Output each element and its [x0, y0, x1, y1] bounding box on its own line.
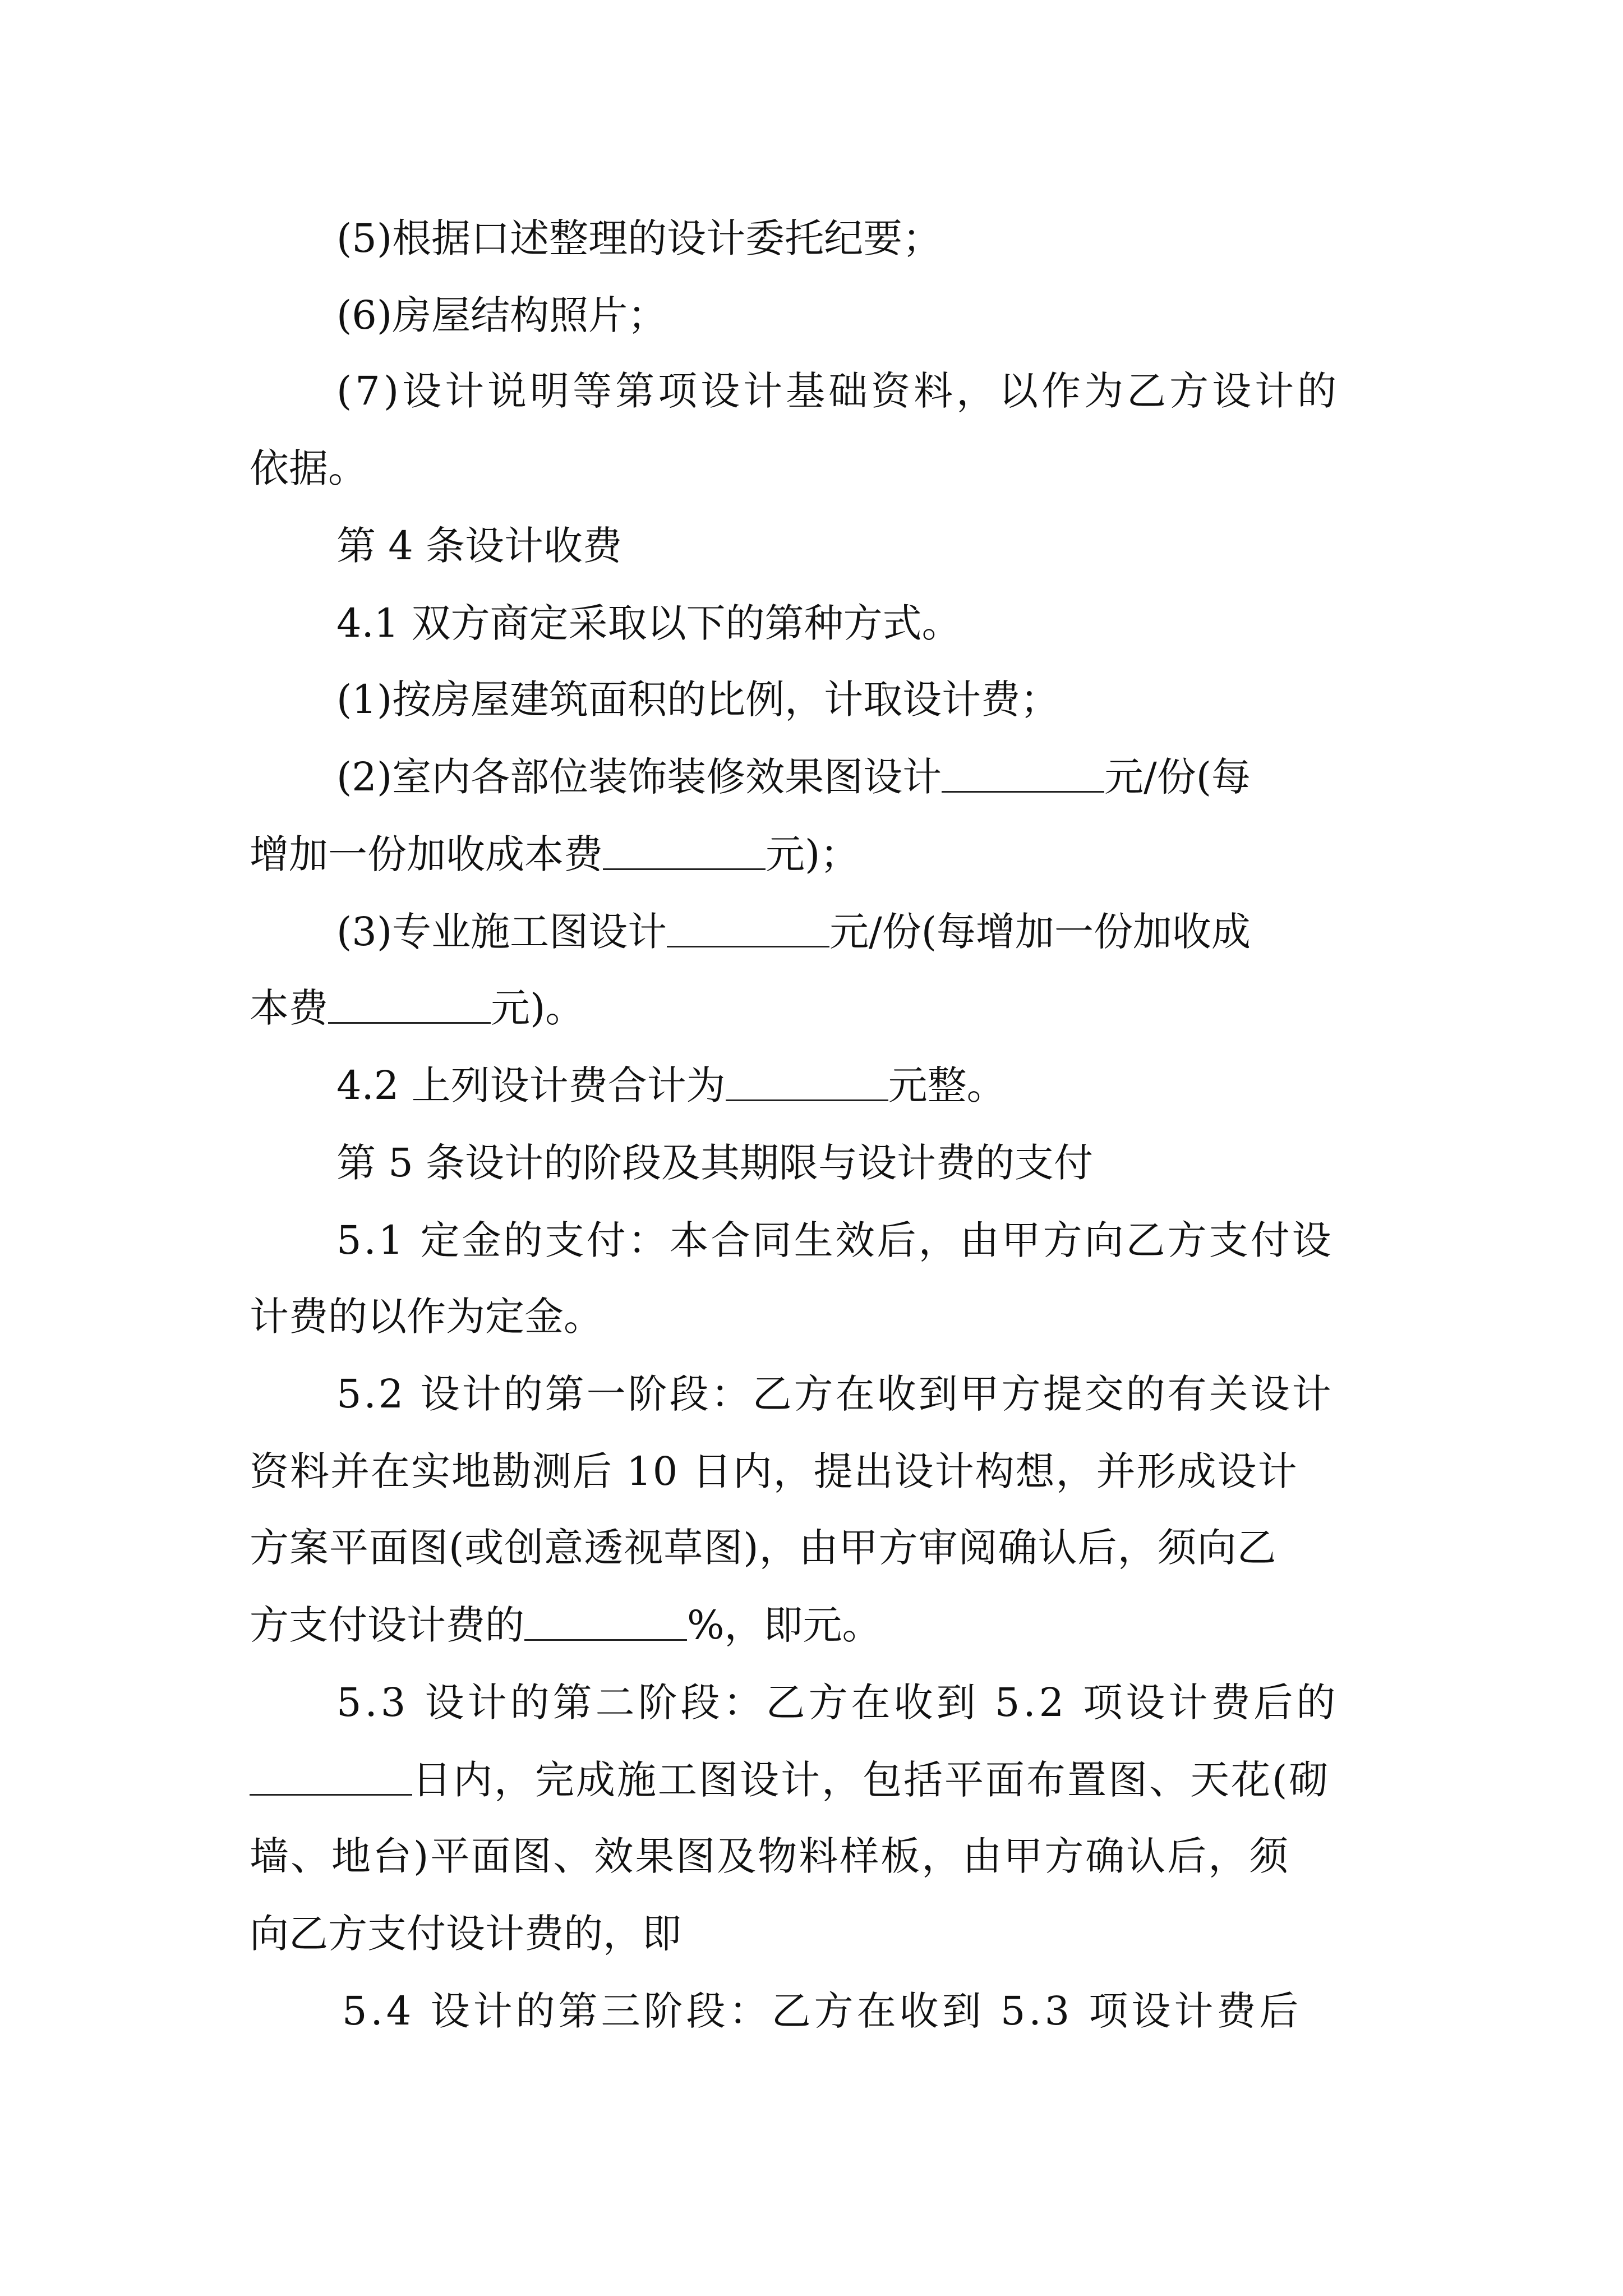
- clause-5-2-line3: 方案平面图(或创意透视草图)，由甲方审阅确认后，须向乙: [250, 1525, 1277, 1571]
- clause-5-3-text: 日内，完成施工图设计，包括平面布置图、天花(砌: [412, 1757, 1330, 1803]
- fill-blank: [942, 757, 1104, 793]
- clause-4-2-text-a: 4.2 上列设计费合计为: [336, 1062, 726, 1108]
- fill-blank: [667, 912, 829, 947]
- item-5: (5)根据口述整理的设计委托纪要；: [336, 215, 942, 261]
- option-2-line1: [336, 752, 1251, 802]
- article-4-heading: 第 4 条设计收费: [336, 523, 623, 569]
- clause-5-1-line1: 5.1 定金的支付：本合同生效后，由甲方向乙方支付设: [336, 1217, 1334, 1263]
- option-3-line1: [336, 907, 1251, 957]
- fill-blank: [328, 988, 491, 1024]
- clause-4-1: 4.1 双方商定采取以下的第种方式。: [336, 600, 961, 646]
- clause-5-2-line1: 5.2 设计的第一阶段：乙方在收到甲方提交的有关设计: [336, 1371, 1334, 1417]
- item-7-line1: (7)设计说明等第项设计基础资料，以作为乙方设计的: [336, 368, 1340, 414]
- option-2-text-b: 元/份(每: [1104, 754, 1251, 800]
- clause-5-2-text-b: %，即元。: [687, 1602, 882, 1648]
- option-3-text-a: (3)专业施工图设计: [336, 909, 667, 955]
- option-3-text-c: 本费: [250, 985, 328, 1031]
- clause-4-2-text-b: 元整。: [888, 1062, 1006, 1108]
- option-2-text-d: 元)；: [766, 831, 860, 877]
- item-7-line2: 依据。: [250, 445, 367, 491]
- fill-blank: [524, 1605, 687, 1641]
- clause-5-2-line2: 资料并在实地勘测后 10 日内，提出设计构想，并形成设计: [250, 1448, 1298, 1494]
- clause-5-4-line1: 5.4 设计的第三阶段：乙方在收到 5.3 项设计费后: [342, 1988, 1302, 2034]
- clause-5-2-line4: [250, 1600, 882, 1650]
- clause-5-1-line2: 计费的以作为定金。: [250, 1294, 603, 1340]
- option-3-line2: [250, 983, 584, 1033]
- clause-5-3-line1: 5.3 设计的第二阶段：乙方在收到 5.2 项设计费后的: [336, 1680, 1339, 1726]
- option-2-text-a: (2)室内各部位装饰装修效果图设计: [336, 754, 942, 800]
- option-3-text-b: 元/份(每增加一份加收成: [829, 909, 1251, 955]
- clause-5-2-text-a: 方支付设计费的: [250, 1602, 524, 1648]
- clause-5-3-line4: 向乙方支付设计费的，即: [250, 1911, 681, 1957]
- article-5-heading: 第 5 条设计的阶段及其期限与设计费的支付: [336, 1140, 1094, 1186]
- fill-blank: [250, 1760, 412, 1796]
- clause-5-3-line3: 墙、地台)平面图、效果图及物料样板，由甲方确认后，须: [250, 1833, 1290, 1879]
- clause-5-3-line2: [250, 1755, 1330, 1805]
- clause-4-2: [336, 1060, 1006, 1111]
- fill-blank: [726, 1066, 888, 1101]
- option-1: (1)按房屋建筑面积的比例，计取设计费；: [336, 677, 1060, 723]
- fill-blank: [603, 835, 766, 870]
- option-2-line2: [250, 829, 859, 880]
- option-3-text-d: 元)。: [491, 985, 585, 1031]
- option-2-text-c: 增加一份加收成本费: [250, 831, 603, 877]
- item-6: (6)房屋结构照片；: [336, 292, 667, 338]
